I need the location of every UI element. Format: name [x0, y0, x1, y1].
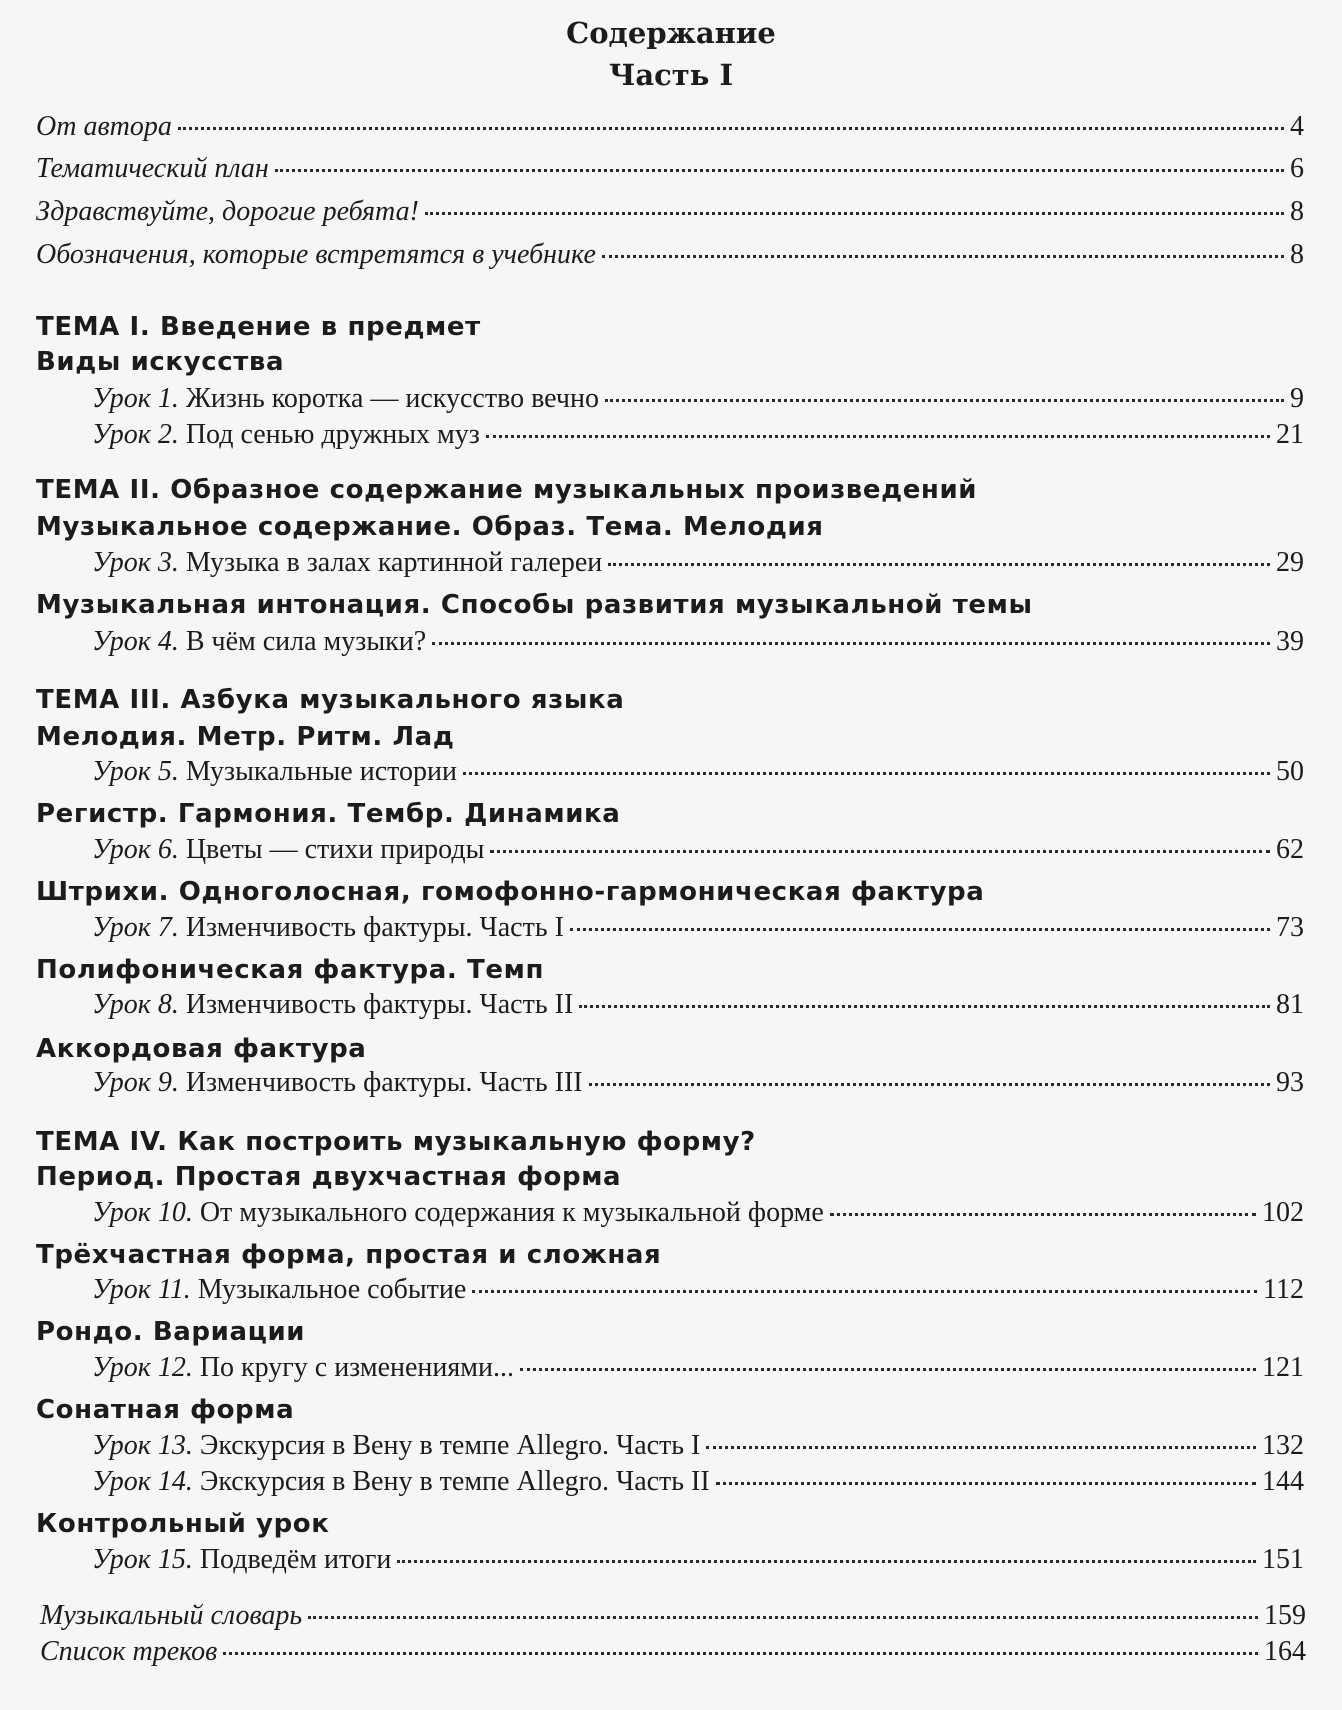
leader-dots: [463, 772, 1270, 775]
lesson-label: Урок 14.: [92, 1466, 193, 1497]
section-heading: Регистр. Гармония. Тембр. Динамика: [36, 799, 621, 829]
leader-dots: [608, 563, 1270, 566]
lesson-entry: [92, 382, 1304, 416]
lesson-label: Урок 10.: [92, 1197, 193, 1228]
toc-entry: [40, 1599, 1306, 1633]
lesson-label: Урок 4.: [92, 626, 179, 657]
section-heading: ТЕМА I. Введение в предмет: [36, 312, 481, 342]
entry-title: От автора: [36, 111, 172, 142]
section-heading: Штрихи. Одноголосная, гомофонно-гармоническая фактура: [36, 877, 985, 907]
section-heading: Контрольный урок: [36, 1509, 330, 1539]
page-number: 144: [1262, 1466, 1304, 1497]
section-heading: ТЕМА III. Азбука музыкального языка: [36, 685, 625, 715]
part-title: Часть I: [608, 58, 734, 92]
lesson-title: Под сенью дружных муз: [185, 419, 480, 450]
lesson-label: Урок 6.: [92, 834, 179, 865]
lesson-title: Изменчивость фактуры. Часть I: [185, 912, 564, 943]
section-heading: Музыкальное содержание. Образ. Тема. Мелодия: [36, 512, 824, 542]
section-heading: Аккордовая фактура: [36, 1034, 367, 1064]
leader-dots: [602, 255, 1284, 258]
page-number: 9: [1290, 383, 1304, 414]
lesson-title: Подведём итоги: [199, 1544, 392, 1575]
leader-dots: [486, 435, 1270, 438]
lesson-title: В чём сила музыки?: [185, 626, 427, 657]
lesson-title: От музыкального содержания к музыкальной форме: [199, 1197, 824, 1228]
leader-dots: [397, 1560, 1256, 1563]
lesson-label: Урок 2.: [92, 419, 179, 450]
page-number: 21: [1276, 419, 1304, 450]
lesson-entry: [92, 1196, 1304, 1230]
leader-dots: [432, 642, 1270, 645]
lesson-title: По кругу с изменениями...: [199, 1352, 514, 1383]
entry-title: Тематический план: [36, 153, 269, 184]
section-heading: Полифоническая фактура. Темп: [36, 955, 545, 985]
toc-entry: [40, 1635, 1306, 1669]
lesson-entry: [92, 1429, 1304, 1463]
section-heading: Мелодия. Метр. Ритм. Лад: [36, 722, 455, 752]
page-number: 132: [1262, 1430, 1304, 1461]
section-heading: Виды искусства: [36, 347, 285, 377]
page-number: 102: [1262, 1197, 1304, 1228]
lesson-label: Урок 15.: [92, 1544, 193, 1575]
toc-entry: [36, 110, 1304, 144]
lesson-entry: [92, 833, 1304, 867]
page-number: 6: [1290, 153, 1304, 184]
leader-dots: [570, 928, 1270, 931]
lesson-entry: [92, 546, 1304, 580]
page-number: 29: [1276, 547, 1304, 578]
leader-dots: [605, 399, 1284, 402]
section-heading: Рондо. Вариации: [36, 1317, 306, 1347]
lesson-title: Изменчивость фактуры. Часть II: [185, 989, 574, 1020]
lesson-entry: [92, 1543, 1304, 1577]
lesson-entry: [92, 1066, 1304, 1100]
lesson-entry: [92, 418, 1304, 452]
lesson-title: Жизнь коротка — искусство вечно: [185, 383, 599, 414]
leader-dots: [490, 850, 1270, 853]
entry-title: Здравствуйте, дорогие ребята!: [36, 196, 419, 227]
page-number: 50: [1276, 756, 1304, 787]
page-number: 159: [1264, 1600, 1306, 1631]
section-heading: ТЕМА II. Образное содержание музыкальных произведений: [36, 475, 978, 505]
page-number: 4: [1290, 111, 1304, 142]
lesson-title: Цветы — стихи природы: [185, 834, 485, 865]
leader-dots: [589, 1083, 1270, 1086]
lesson-label: Урок 3.: [92, 547, 179, 578]
lesson-entry: [92, 625, 1304, 659]
lesson-title: Музыкальные истории: [185, 756, 457, 787]
leader-dots: [425, 212, 1284, 215]
lesson-title: Музыка в залах картинной галереи: [185, 547, 603, 578]
leader-dots: [308, 1616, 1258, 1619]
lesson-label: Урок 13.: [92, 1430, 193, 1461]
lesson-label: Урок 12.: [92, 1352, 193, 1383]
lesson-title: Экскурсия в Вену в темпе Allegro. Часть I: [199, 1430, 701, 1461]
page-number: 62: [1276, 834, 1304, 865]
leader-dots: [830, 1213, 1256, 1216]
leader-dots: [520, 1368, 1256, 1371]
leader-dots: [472, 1290, 1257, 1293]
entry-title: Список треков: [40, 1636, 218, 1667]
entry-title: Музыкальный словарь: [40, 1600, 303, 1631]
lesson-label: Урок 7.: [92, 912, 179, 943]
page-number: 8: [1290, 239, 1304, 270]
lesson-title: Изменчивость фактуры. Часть III: [185, 1067, 583, 1098]
lesson-title: Экскурсия в Вену в темпе Allegro. Часть II: [199, 1466, 710, 1497]
entry-title: Обозначения, которые встретятся в учебнике: [36, 239, 596, 270]
lesson-entry: [92, 755, 1304, 789]
section-heading: ТЕМА IV. Как построить музыкальную форму?: [36, 1127, 756, 1157]
page-number: 93: [1276, 1067, 1304, 1098]
page-number: 121: [1262, 1352, 1304, 1383]
lesson-entry: [92, 1351, 1304, 1385]
page-number: 8: [1290, 196, 1304, 227]
leader-dots: [178, 127, 1284, 130]
leader-dots: [275, 169, 1284, 172]
lesson-entry: [92, 911, 1304, 945]
lesson-label: Урок 11.: [92, 1274, 191, 1305]
page-number: 112: [1263, 1274, 1304, 1305]
page-title: Содержание: [566, 16, 776, 50]
section-heading: Сонатная форма: [36, 1395, 295, 1425]
lesson-entry: [92, 1465, 1304, 1499]
section-heading: Музыкальная интонация. Способы развития музыкальной темы: [36, 590, 1033, 620]
leader-dots: [223, 1652, 1258, 1655]
section-heading: Трёхчастная форма, простая и сложная: [36, 1240, 662, 1270]
toc-entry: [36, 195, 1304, 229]
toc-entry: [36, 152, 1304, 186]
page-number: 81: [1276, 989, 1304, 1020]
page-number: 151: [1262, 1544, 1304, 1575]
lesson-entry: [92, 1273, 1304, 1307]
page-number: 73: [1276, 912, 1304, 943]
page-number: 39: [1276, 626, 1304, 657]
leader-dots: [706, 1446, 1256, 1449]
lesson-entry: [92, 988, 1304, 1022]
lesson-label: Урок 9.: [92, 1067, 179, 1098]
lesson-label: Урок 1.: [92, 383, 179, 414]
section-heading: Период. Простая двухчастная форма: [36, 1162, 622, 1192]
leader-dots: [716, 1482, 1256, 1485]
toc-entry: [36, 238, 1304, 272]
leader-dots: [579, 1005, 1270, 1008]
page-number: 164: [1264, 1636, 1306, 1667]
lesson-label: Урок 8.: [92, 989, 179, 1020]
lesson-label: Урок 5.: [92, 756, 179, 787]
lesson-title: Музыкальное событие: [197, 1274, 467, 1305]
